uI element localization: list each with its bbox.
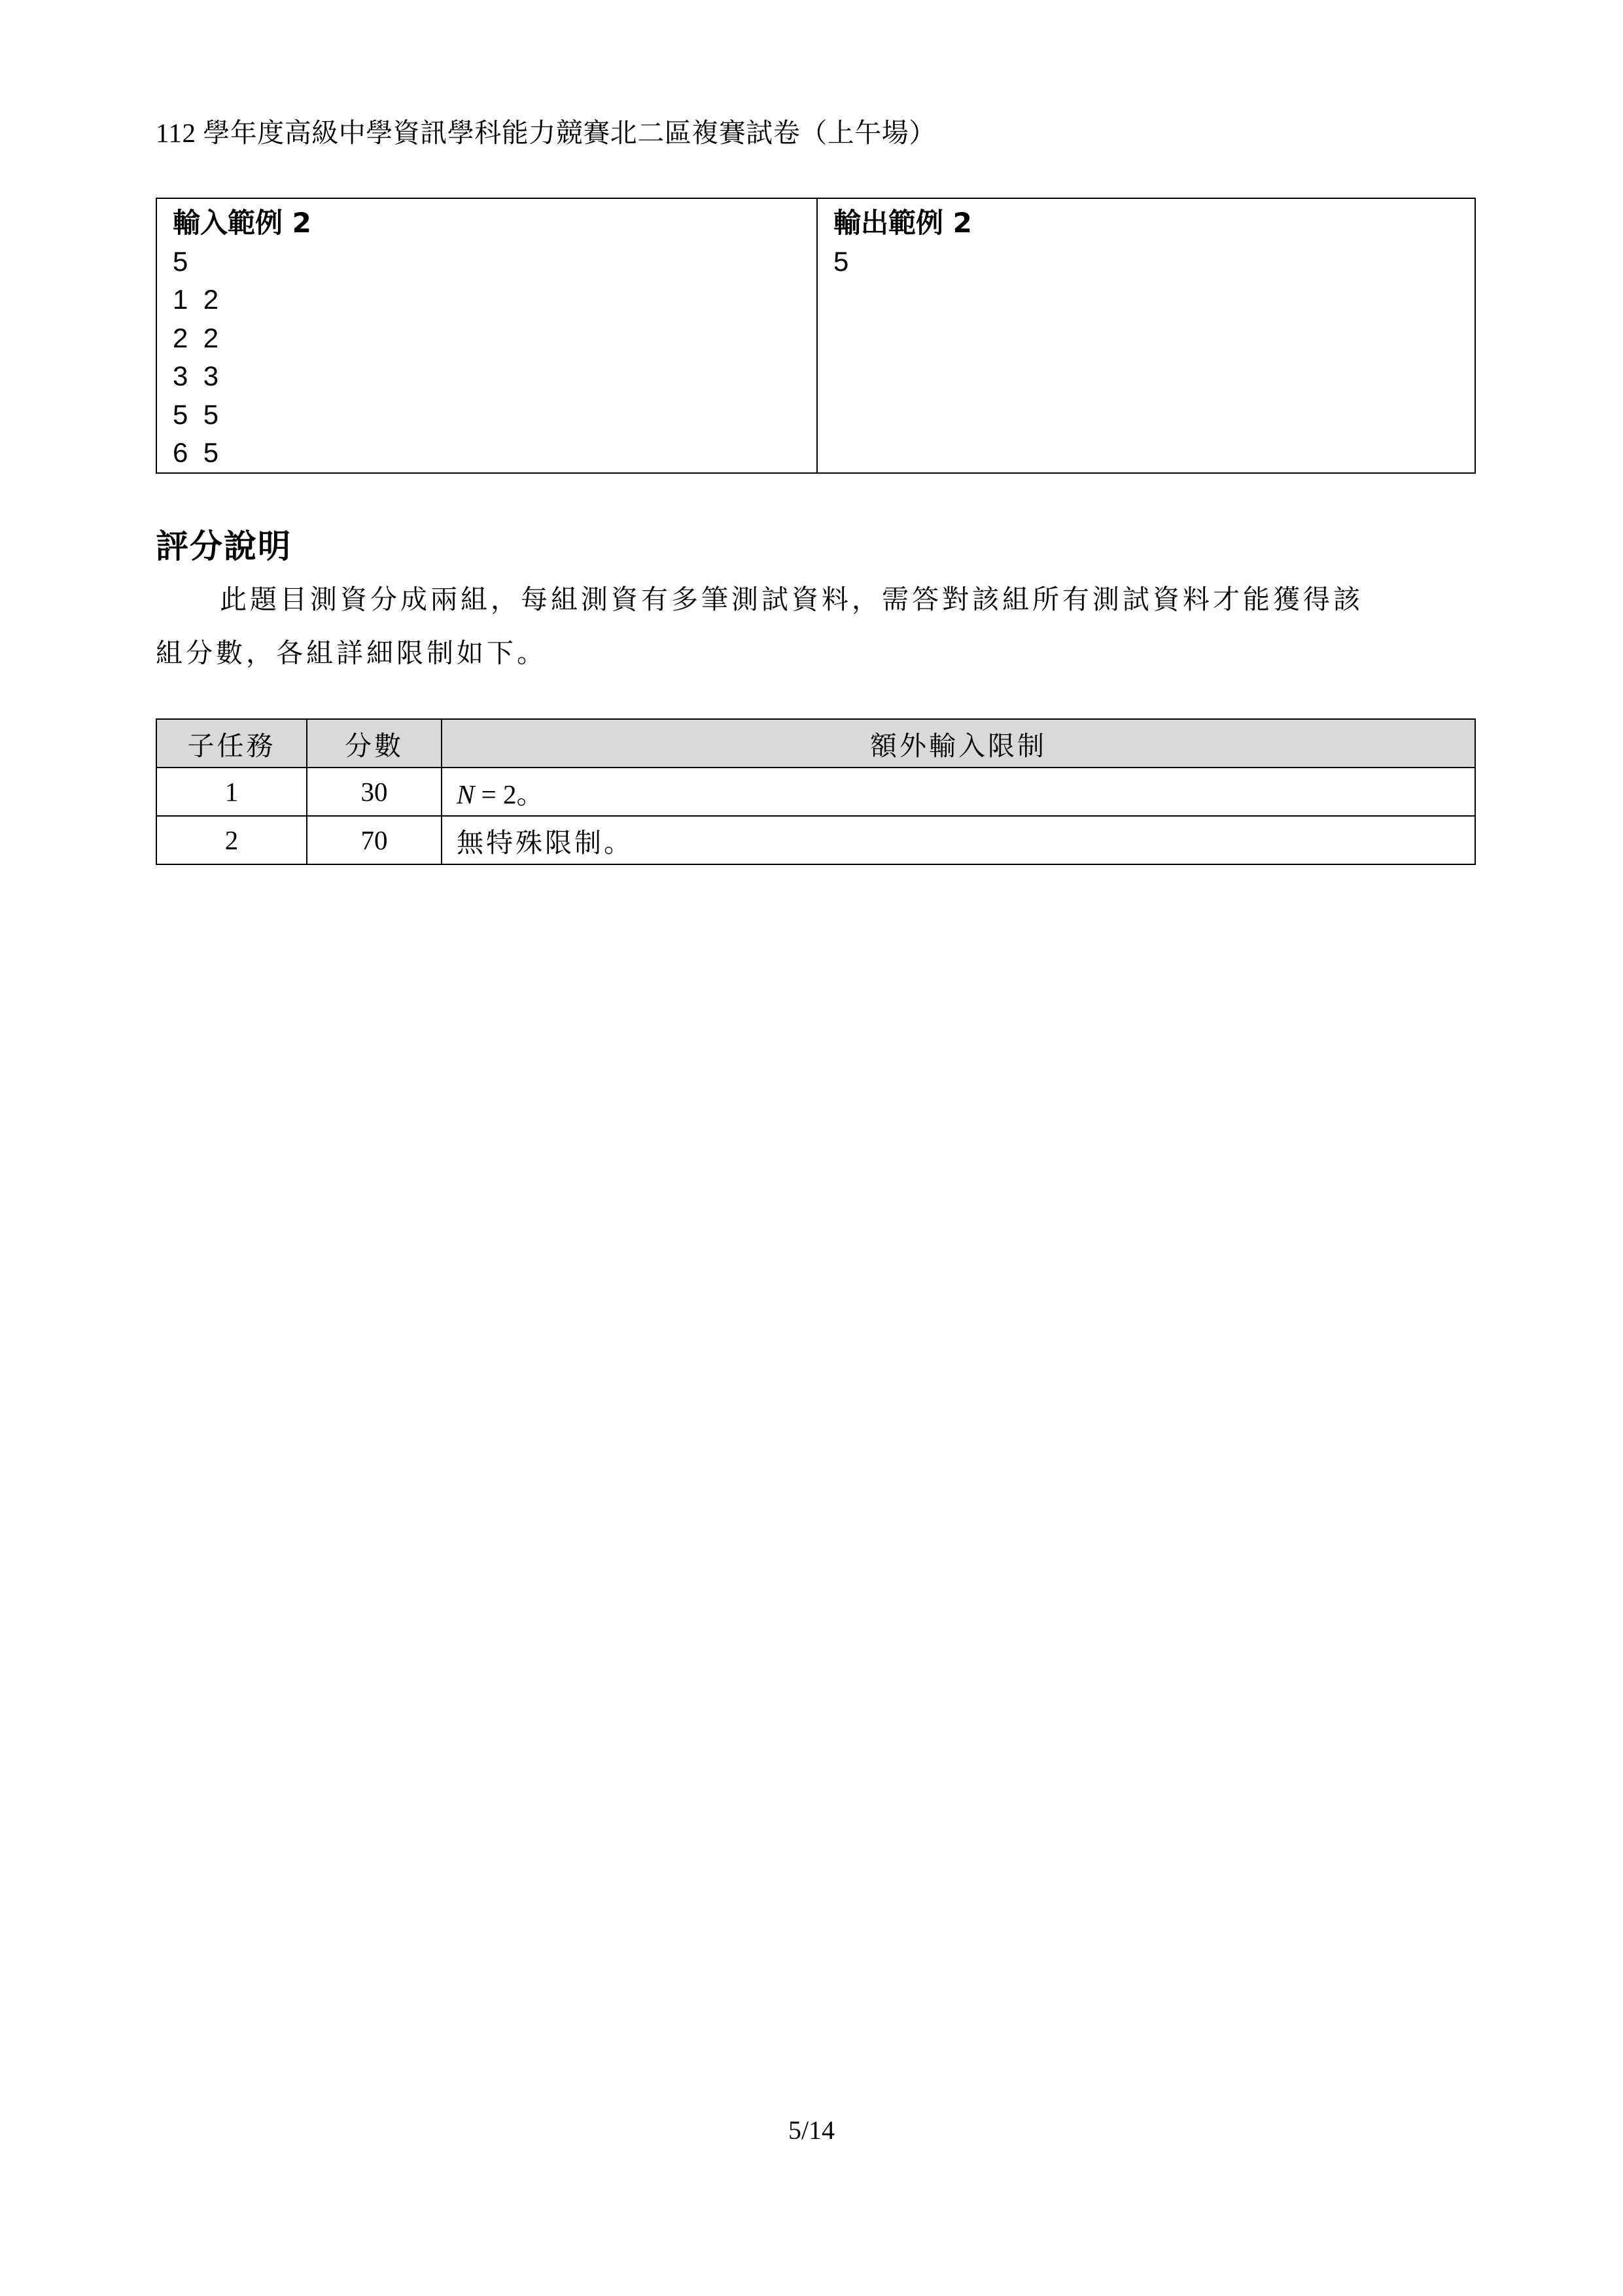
subtask-limit xyxy=(442,768,1475,816)
sample-input-line: 5 xyxy=(173,245,188,277)
sample-output-column xyxy=(818,199,1475,472)
table-row xyxy=(156,768,1475,816)
subtask-table xyxy=(156,718,1476,865)
scoring-paragraph-line-2: 組分數，各組詳細限制如下。 xyxy=(156,637,547,669)
limit-expression: = 2。 xyxy=(474,779,544,809)
header-subtask: 子任務 xyxy=(156,719,307,768)
sample-output-title: 輸出範例 2 xyxy=(833,207,972,239)
table-row xyxy=(156,816,1475,864)
sample-output-line: 5 xyxy=(833,245,849,277)
sample-table xyxy=(156,198,1476,474)
scoring-heading: 評分說明 xyxy=(156,527,292,565)
header-score: 分數 xyxy=(307,719,442,768)
subtask-number: 2 xyxy=(156,816,307,864)
subtask-score: 30 xyxy=(307,768,442,816)
subtask-score: 70 xyxy=(307,816,442,864)
subtask-header-row xyxy=(156,719,1475,768)
page-number: 5/14 xyxy=(788,2115,835,2145)
scoring-text-1: 此題目測資分成兩組，每組測資有多筆測試資料，需答對該組所有測試資料才能獲得該 xyxy=(220,584,1363,615)
sample-input-line: 5 5 xyxy=(173,398,219,430)
sample-input-line: 1 2 xyxy=(173,284,219,315)
sample-input-line: 3 3 xyxy=(173,361,219,391)
sample-input-title: 輸入範例 2 xyxy=(173,207,311,239)
sample-input-line: 6 5 xyxy=(173,437,219,468)
scoring-paragraph-line-1 xyxy=(156,573,1484,626)
scoring-paragraph xyxy=(156,573,1484,680)
sample-input-line: 2 2 xyxy=(173,322,219,353)
subtask-number: 1 xyxy=(156,768,307,816)
subtask-limit: 無特殊限制。 xyxy=(442,816,1475,864)
limit-variable: N xyxy=(457,779,475,809)
page-header: 112 學年度高級中學資訊學科能力競賽北二區複賽試卷（上午場） xyxy=(156,118,936,148)
sample-input-column xyxy=(157,199,818,472)
header-limit: 額外輸入限制 xyxy=(442,719,1475,768)
